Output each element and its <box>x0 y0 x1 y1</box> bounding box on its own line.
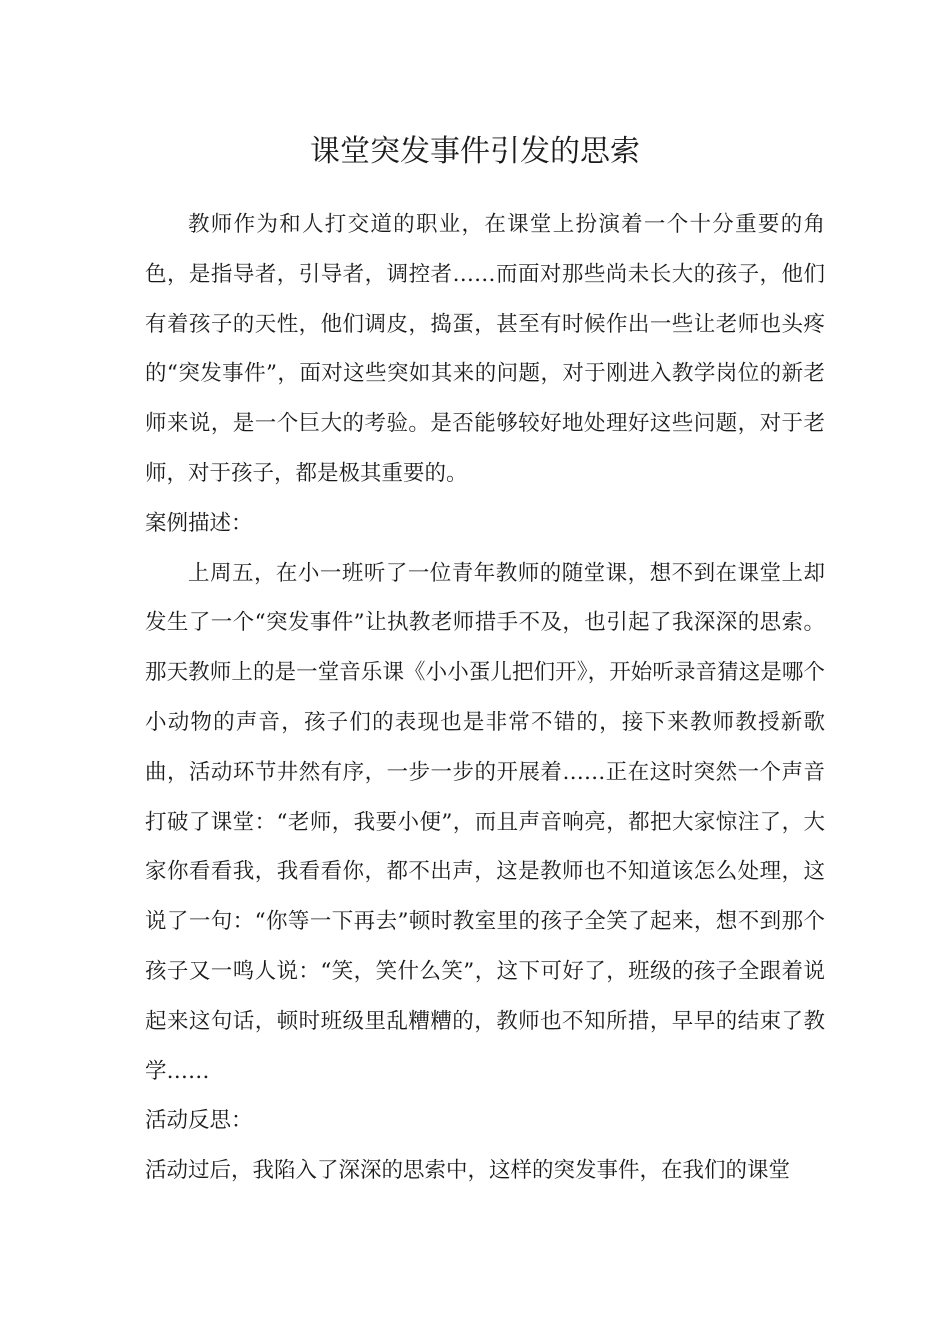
paragraph-reflection: 活动过后，我陷入了深深的思索中，这样的突发事件，在我们的课堂 <box>145 1158 791 1184</box>
paragraph-case: 上周五，在小一班听了一位青年教师的随堂课，想不到在课堂上却发生了一个“突发事件”让执教老师措手不及，也引起了我深深的思索。那天教师上的是一堂音乐课《小小蛋儿把们开》，开始听录音猜这是哪个小动物的声音，孩子们的表现也是非常不错的，接下来教师教授新歌曲，活动环节井然有序，一步一步的开展着……正在这时突然一个声音打破了课堂：“老师，我要小便”，而且声音响亮，都把大家惊注了，大家你看看我，我看看你，都不出声，这是教师也不知道该怎么处理，这说了一句：“你等一下再去”顿时教室里的孩子全笑了起来，想不到那个孩子又一鸣人说：“笑，笑什么笑”，这下可好了，班级的孩子全跟着说起来这句话，顿时班级里乱糟糟的，教师也不知所措，早早的结束了教学…… <box>145 560 825 1084</box>
section-heading-reflection: 活动反思： <box>145 1108 253 1134</box>
document-title: 课堂突发事件引发的思索 <box>310 134 640 169</box>
paragraph-intro: 教师作为和人打交道的职业，在课堂上扮演着一个十分重要的角色，是指导者，引导者，调控者……而面对那些尚未长大的孩子，他们有着孩子的天性，他们调皮，捣蛋，甚至有时候作出一些让老师也头疼的“突发事件”，面对这些突如其来的问题，对于刚进入教学岗位的新老师来说，是一个巨大的考验。是否能够较好地处理好这些问题，对于老师，对于孩子，都是极其重要的。 <box>145 212 825 486</box>
section-heading-case: 案例描述： <box>145 510 253 536</box>
document-body <box>145 200 825 1196</box>
